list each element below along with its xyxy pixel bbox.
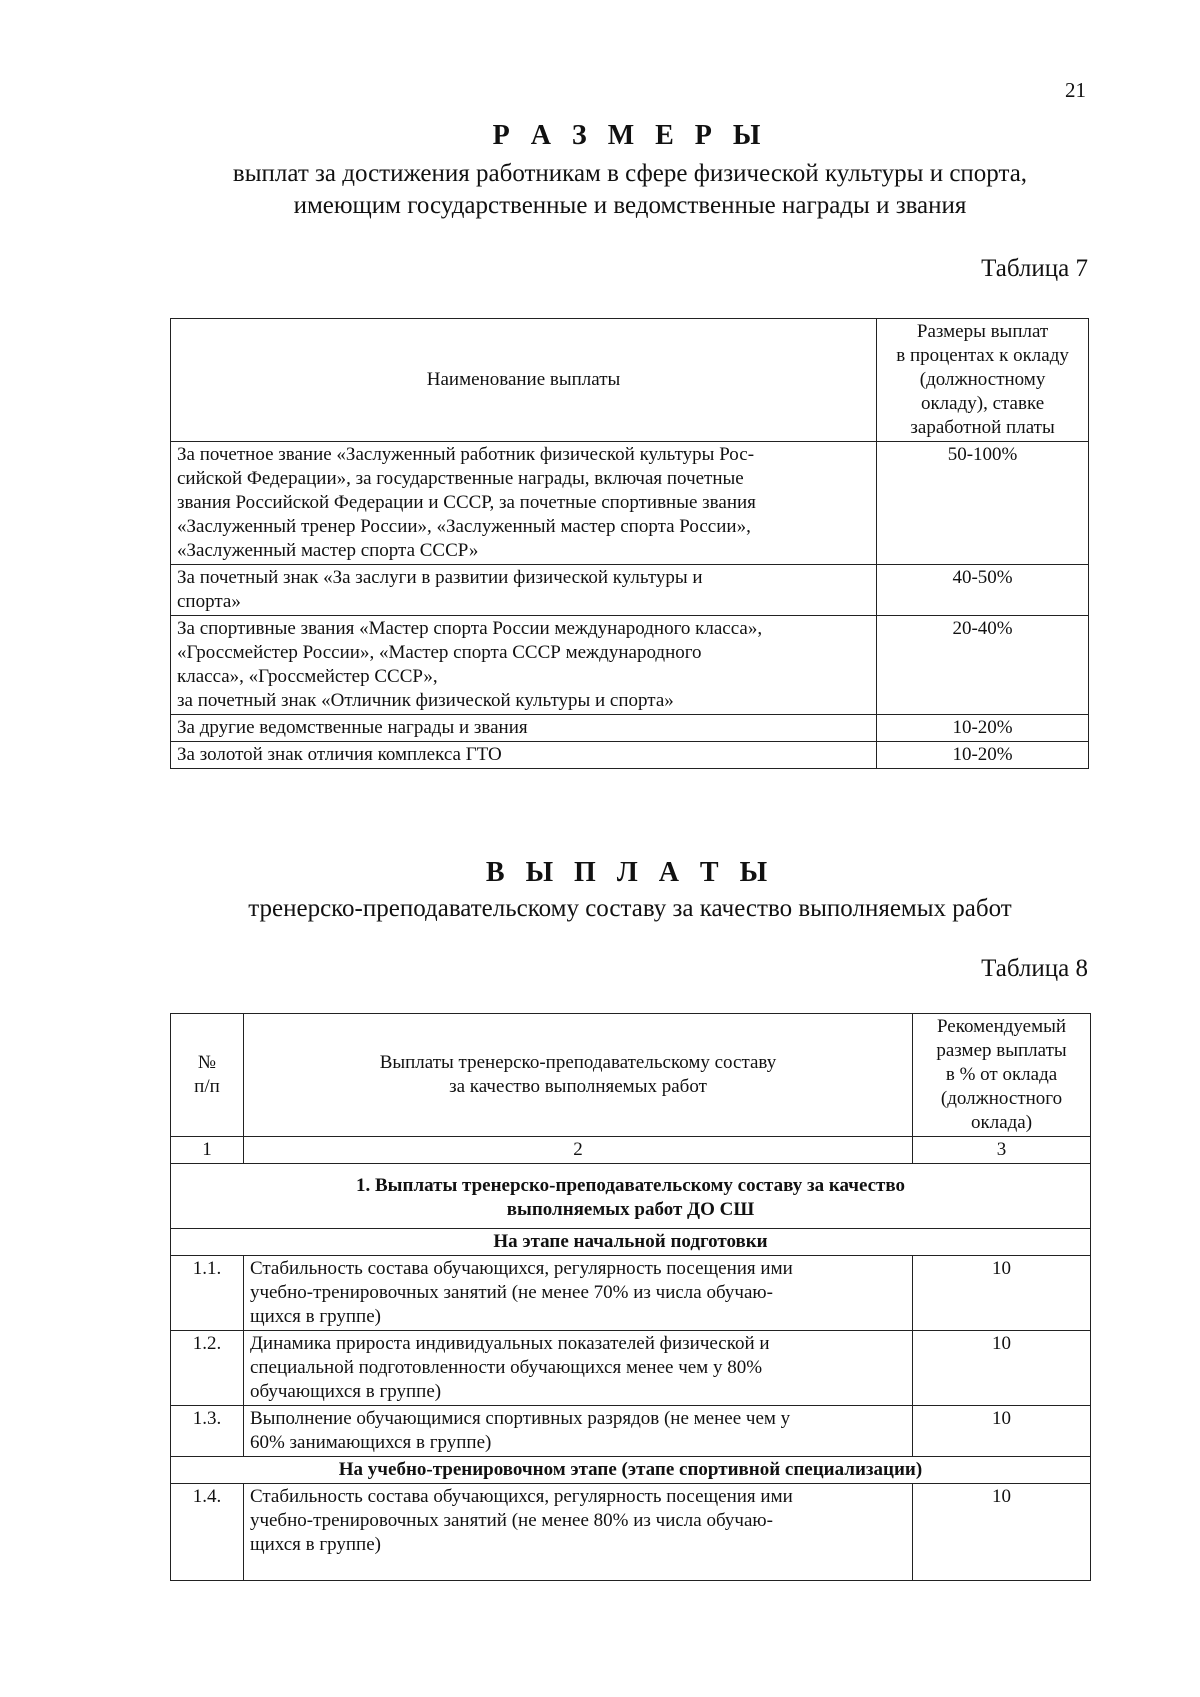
section1-subtitle-line: выплат за достижения работникам в сфере физической культуры и спорта, <box>232 160 1028 187</box>
table8 <box>170 1013 1091 1581</box>
column-number: 2 <box>243 1137 912 1164</box>
row-value-cell: 10-20% <box>877 742 1089 769</box>
row-value-cell: 10 <box>913 1256 1091 1331</box>
row-value-cell: 10 <box>913 1406 1091 1457</box>
section2-title: В Ы П Л А Т Ы <box>485 857 775 888</box>
header-line: № <box>197 1052 217 1073</box>
header-line: оклада) <box>970 1112 1033 1133</box>
section1-title: Р А З М Е Р Ы <box>492 120 768 151</box>
cell-line: «Заслуженный тренер России», «Заслуженный мастер спорта России», <box>177 516 751 537</box>
section-heading-row <box>171 1164 1091 1229</box>
cell-line: Стабильность состава обучающихся, регулярность посещения ими <box>249 1486 793 1507</box>
table-row <box>171 1331 1091 1406</box>
table-row <box>171 442 1089 565</box>
row-value-cell: 50-100% <box>877 442 1089 565</box>
row-name-cell <box>171 742 877 769</box>
table-row <box>171 616 1089 715</box>
cell-line: специальной подготовленности обучающихся менее чем у 80% <box>249 1357 763 1378</box>
header-line: за качество выполняемых работ <box>449 1076 707 1097</box>
cell-line: Динамика прироста индивидуальных показателей физической и <box>249 1333 770 1354</box>
table8-caption: Таблица 8 <box>981 955 1088 982</box>
heading-line: 1. Выплаты тренерско-преподавательскому составу за качество <box>355 1175 906 1196</box>
row-value-cell: 10 <box>913 1331 1091 1406</box>
cell-line: За золотой знак отличия комплекса ГТО <box>177 744 502 765</box>
table-header-row <box>171 1014 1091 1137</box>
header-cell-number <box>171 1014 244 1137</box>
row-value-cell: 10-20% <box>877 715 1089 742</box>
column-number-row <box>171 1137 1091 1164</box>
header-cell-description <box>243 1014 912 1137</box>
page-number: 21 <box>1065 78 1086 102</box>
row-number: 1.4. <box>171 1484 244 1581</box>
cell-line: За другие ведомственные награды и звания <box>177 717 528 738</box>
cell-line: 60% занимающихся в группе) <box>249 1432 492 1453</box>
cell-line: за почетный знак «Отличник физической культуры и спорта» <box>177 690 674 711</box>
table-row <box>171 742 1089 769</box>
row-name-cell <box>171 565 877 616</box>
column-number: 1 <box>171 1137 244 1164</box>
section1-subtitle-line: имеющим государственные и ведомственные награды и звания <box>293 192 967 219</box>
row-text-cell <box>243 1484 912 1581</box>
table-row <box>171 565 1089 616</box>
table-row <box>171 715 1089 742</box>
cell-line: За спортивные звания «Мастер спорта России международного класса», <box>177 618 763 639</box>
row-text-cell <box>243 1256 912 1331</box>
table-row <box>171 1256 1091 1331</box>
header-line: (должностному <box>919 369 1046 390</box>
header-line: Выплаты тренерско-преподавательскому составу <box>379 1052 777 1073</box>
stage-heading-row <box>171 1229 1091 1256</box>
cell-line: За почетный знак «За заслуги в развитии физической культуры и <box>177 567 703 588</box>
section1-subtitle <box>110 158 1150 222</box>
row-name-cell <box>171 442 877 565</box>
header-line: Рекомендуемый <box>936 1016 1067 1037</box>
cell-line: звания Российской Федерации и СССР, за почетные спортивные звания <box>177 492 756 513</box>
cell-line: щихся в группе) <box>249 1306 381 1327</box>
header-line: п/п <box>194 1076 220 1097</box>
header-line: Размеры выплат <box>916 321 1049 342</box>
header-line: (должностного <box>940 1088 1063 1109</box>
row-number: 1.1. <box>171 1256 244 1331</box>
header-cell-name: Наименование выплаты <box>171 319 877 442</box>
header-cell-amount <box>913 1014 1091 1137</box>
cell-line: класса», «Гроссмейстер СССР», <box>177 666 438 687</box>
row-value-cell: 40-50% <box>877 565 1089 616</box>
header-line: в % от оклада <box>945 1064 1058 1085</box>
header-line: размер выплаты <box>936 1040 1067 1061</box>
row-value-cell: 20-40% <box>877 616 1089 715</box>
cell-line: обучающихся в группе) <box>249 1381 442 1402</box>
row-number: 1.2. <box>171 1331 244 1406</box>
header-cell-amount <box>877 319 1089 442</box>
cell-line: учебно-тренировочных занятий (не менее 80% из числа обучаю- <box>249 1510 773 1531</box>
cell-line: Выполнение обучающимися спортивных разрядов (не менее чем у <box>249 1408 791 1429</box>
stage-heading: На учебно-тренировочном этапе (этапе спортивной специализации) <box>171 1457 1091 1484</box>
cell-line: Стабильность состава обучающихся, регулярность посещения ими <box>249 1258 793 1279</box>
row-text-cell <box>243 1331 912 1406</box>
column-number: 3 <box>913 1137 1091 1164</box>
section2-subtitle: тренерско-преподавательскому составу за качество выполняемых работ <box>248 895 1012 922</box>
stage-heading: На этапе начальной подготовки <box>171 1229 1091 1256</box>
stage-heading-row <box>171 1457 1091 1484</box>
row-number: 1.3. <box>171 1406 244 1457</box>
row-value-cell: 10 <box>913 1484 1091 1581</box>
table-row <box>171 1406 1091 1457</box>
cell-line: сийской Федерации», за государственные награды, включая почетные <box>177 468 744 489</box>
table-row <box>171 1484 1091 1581</box>
cell-line: За почетное звание «Заслуженный работник физической культуры Рос- <box>177 444 755 465</box>
table-header-row <box>171 319 1089 442</box>
cell-line: «Заслуженный мастер спорта СССР» <box>177 540 479 561</box>
section-heading <box>171 1164 1091 1229</box>
heading-line: выполняемых работ ДО СШ <box>506 1199 755 1220</box>
cell-line: щихся в группе) <box>249 1534 381 1555</box>
header-line: окладу), ставке <box>920 393 1045 414</box>
row-text-cell <box>243 1406 912 1457</box>
table7 <box>170 318 1089 769</box>
table7-caption: Таблица 7 <box>981 255 1088 282</box>
row-name-cell <box>171 616 877 715</box>
cell-line: спорта» <box>177 591 241 612</box>
header-line: заработной платы <box>910 417 1055 438</box>
header-line: в процентах к окладу <box>896 345 1069 366</box>
cell-line: «Гроссмейстер России», «Мастер спорта СССР международного <box>177 642 702 663</box>
cell-line: учебно-тренировочных занятий (не менее 70% из числа обучаю- <box>249 1282 773 1303</box>
row-name-cell <box>171 715 877 742</box>
